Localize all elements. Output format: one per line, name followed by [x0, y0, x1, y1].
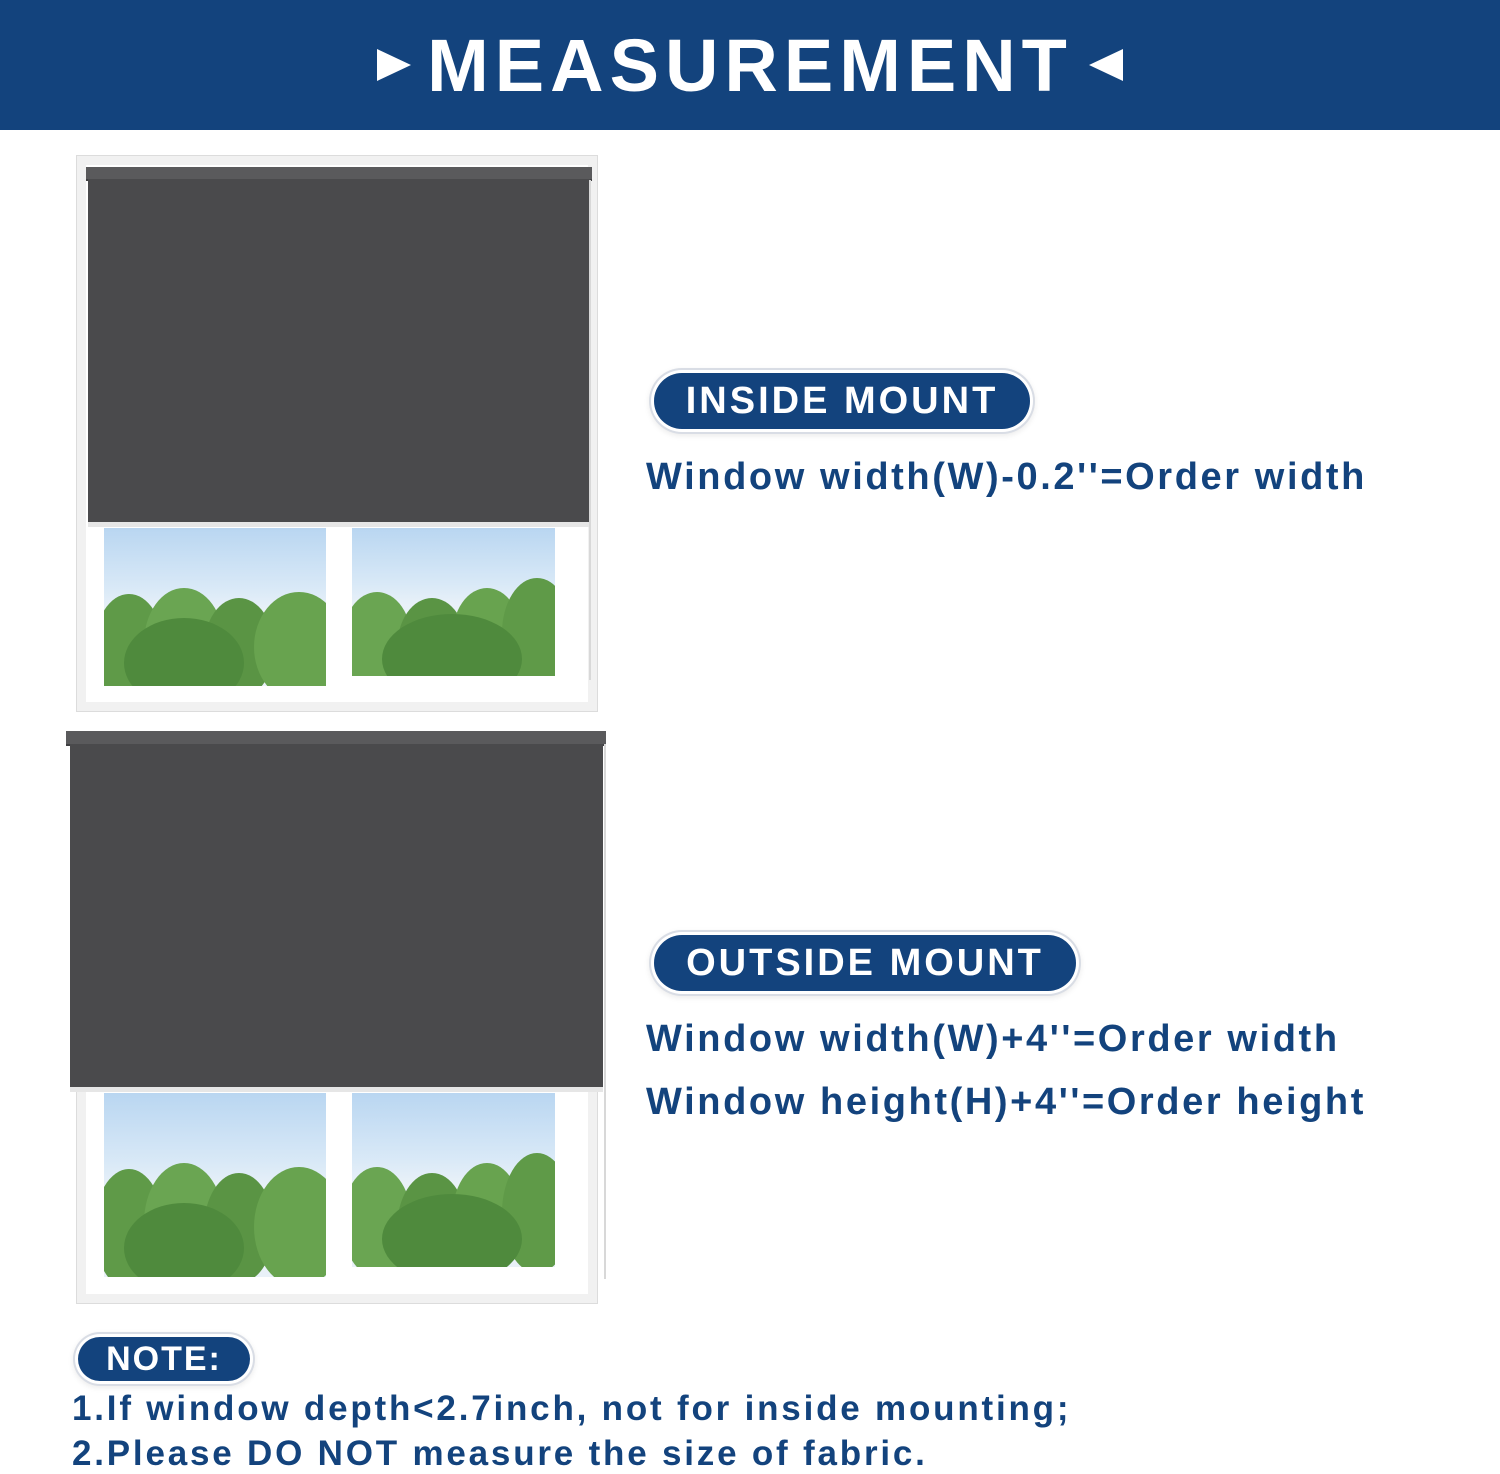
note-line-2: 2.Please DO NOT measure the size of fabric.: [72, 1434, 928, 1473]
inside-mount-label: INSIDE MOUNT: [685, 379, 999, 422]
roller-shade-fabric: [88, 179, 590, 523]
window-pane-right: [352, 528, 555, 676]
triangle-right-icon: [377, 49, 411, 81]
shade-bottom-rail: [70, 1087, 603, 1092]
window-pane-right: [352, 1093, 555, 1267]
inside-mount-formula: Window width(W)-0.2''=Order width: [646, 456, 1367, 498]
inside-mount-badge: [654, 373, 1030, 429]
window-pane-left: [104, 528, 326, 686]
outside-mount-label: OUTSIDE MOUNT: [686, 941, 1044, 984]
shade-cord: [589, 180, 591, 680]
outside-mount-height-formula: Window height(H)+4''=Order height: [646, 1081, 1366, 1123]
header-banner: [0, 0, 1500, 130]
window-mullion: [326, 1093, 352, 1278]
window-mullion: [326, 528, 352, 688]
roller-shade-fabric: [70, 744, 603, 1088]
window-pane-left: [104, 1093, 326, 1277]
page-title: MEASUREMENT: [427, 23, 1073, 107]
triangle-left-icon: [1089, 49, 1123, 81]
note-badge: [78, 1337, 250, 1381]
shade-bottom-rail: [88, 522, 590, 527]
note-label: NOTE:: [106, 1339, 222, 1378]
note-line-1: 1.If window depth<2.7inch, not for inside mounting;: [72, 1389, 1072, 1428]
outside-mount-width-formula: Window width(W)+4''=Order width: [646, 1018, 1340, 1060]
outside-mount-badge: [654, 935, 1076, 991]
shade-cord: [604, 744, 606, 1279]
